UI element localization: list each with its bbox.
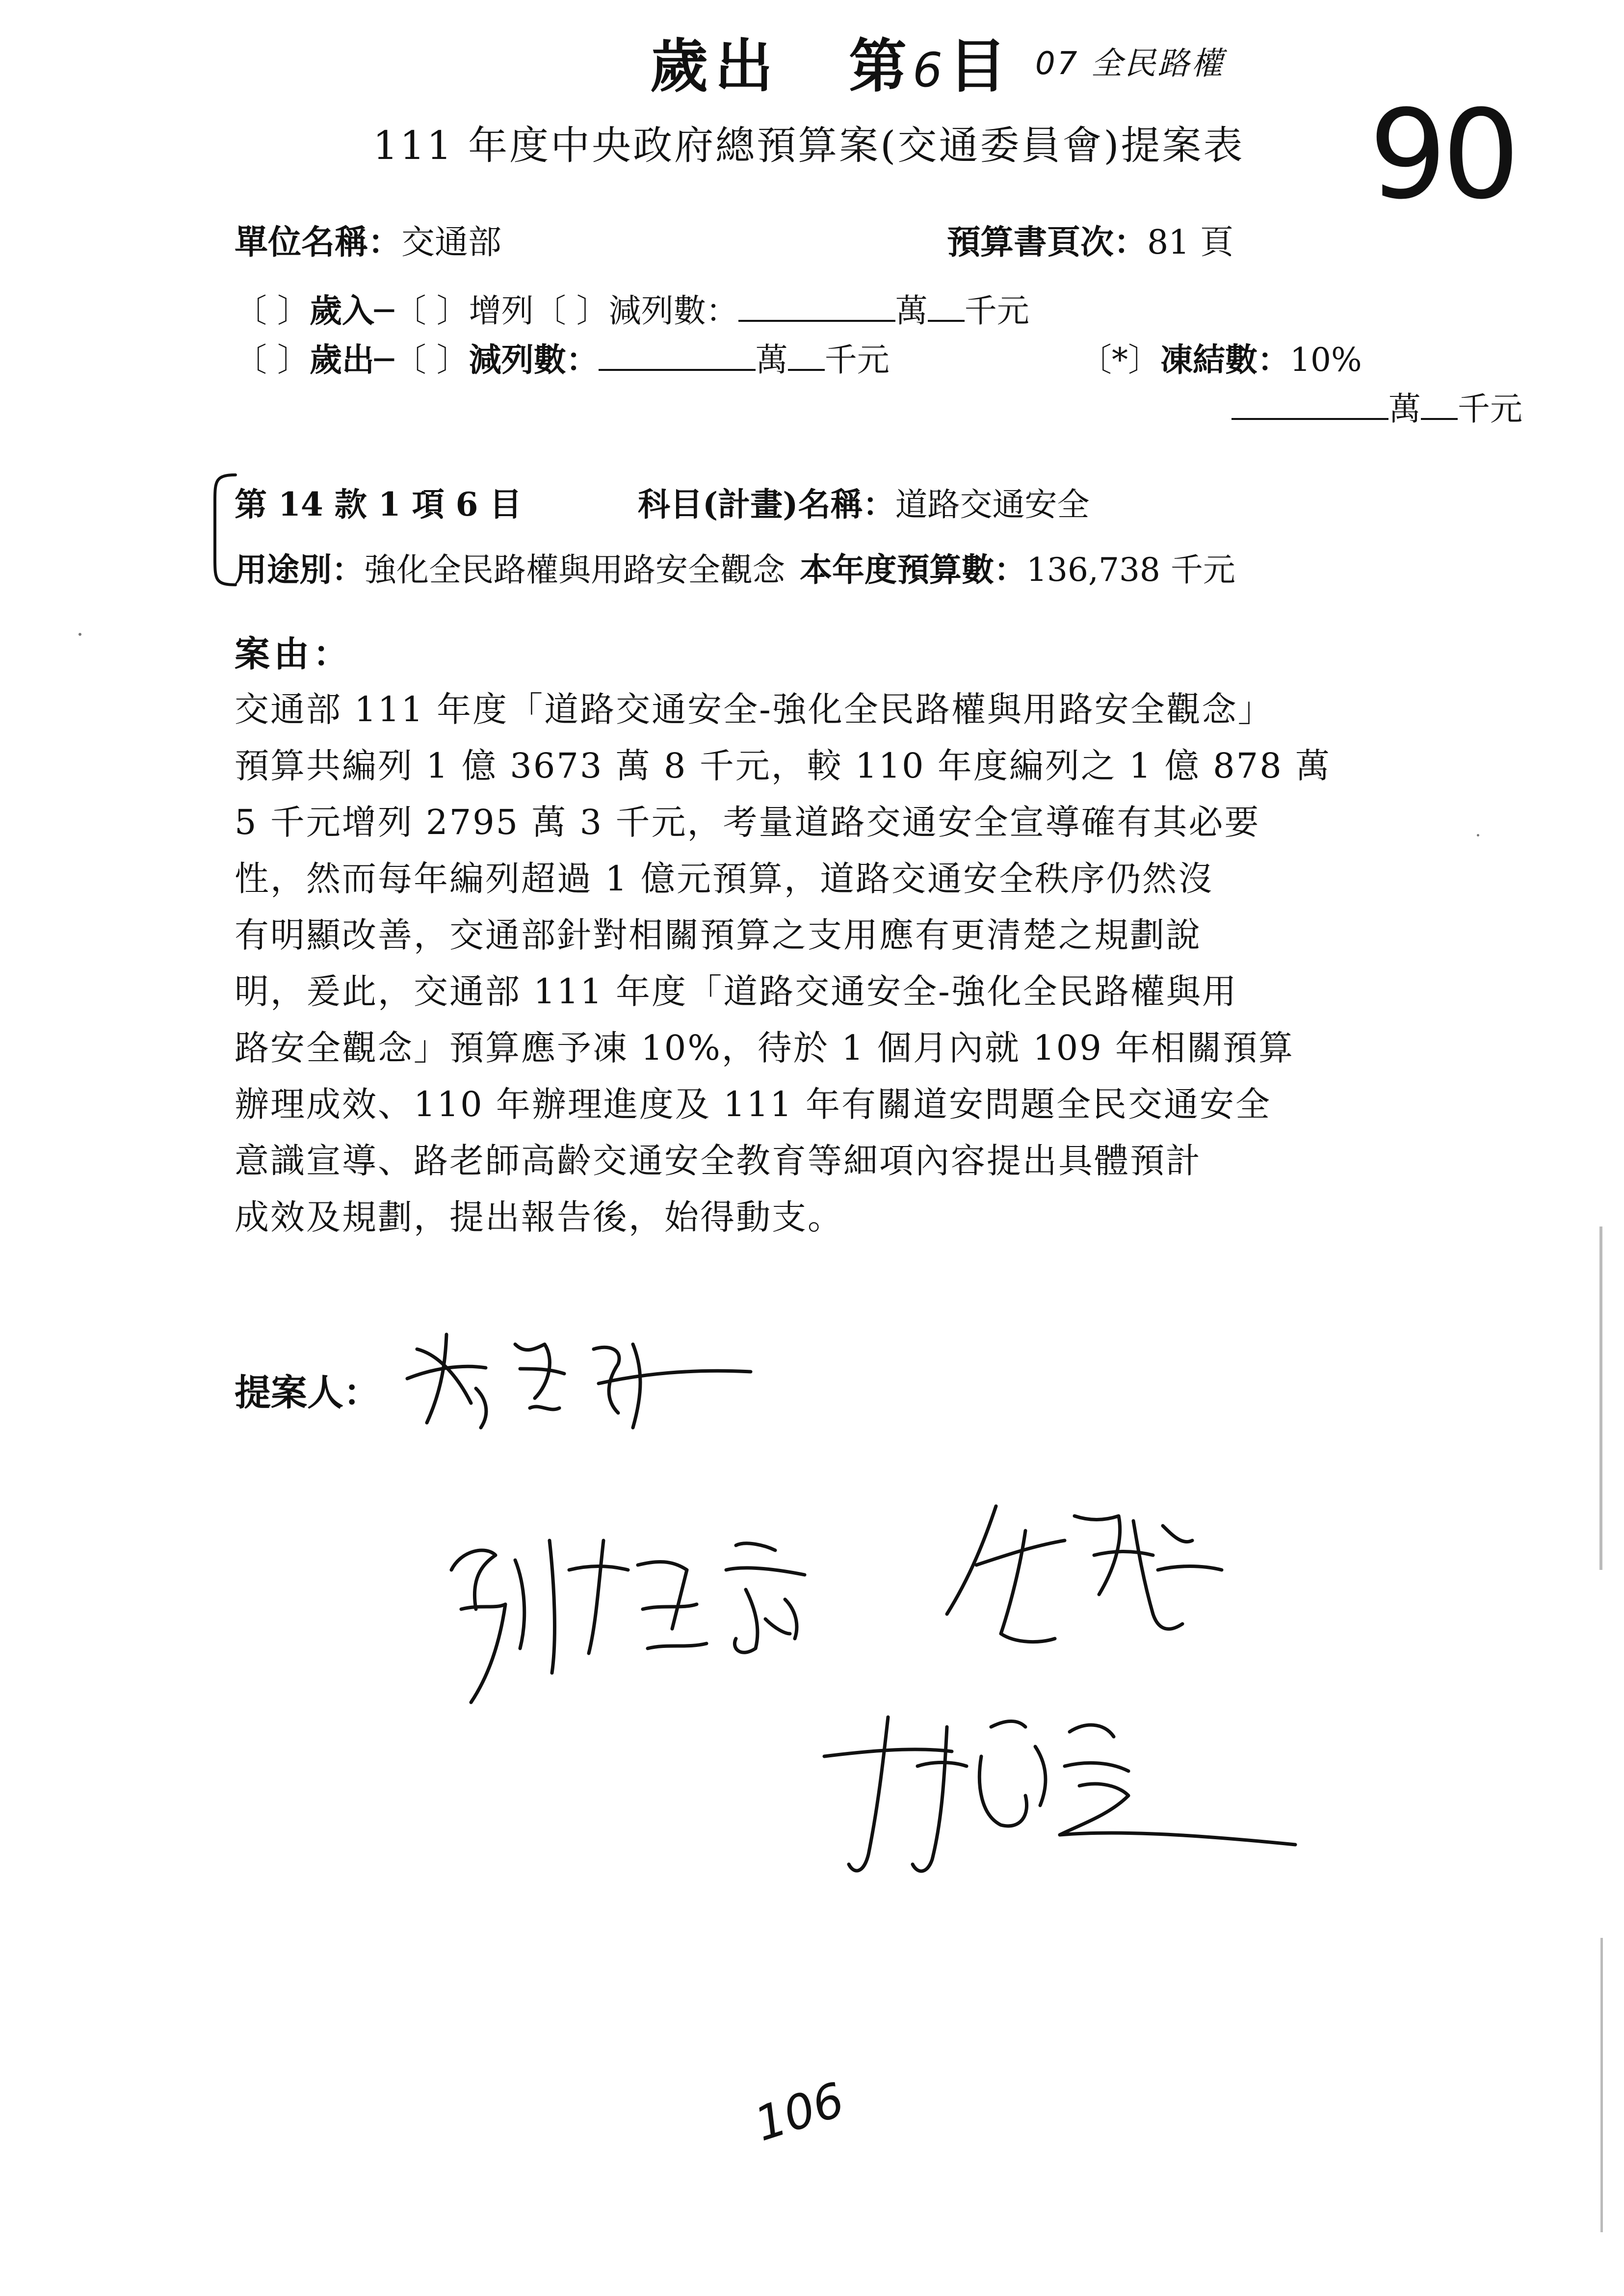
scan-artifact-line [1600, 1938, 1603, 2232]
unit-value: 交通部 [401, 223, 502, 262]
handwritten-code: 07 全民路權 [1035, 46, 1225, 82]
freeze-wan-unit: 萬 [1388, 390, 1421, 428]
scan-artifact-dot [79, 633, 81, 636]
freeze-value: 10% [1290, 341, 1362, 379]
reason-heading: 案由： [235, 633, 353, 675]
revenue-wan-blank[interactable] [738, 287, 895, 322]
budget-value: 136,738 千元 [1026, 551, 1235, 589]
freeze-amount-row [1231, 383, 1522, 429]
expense-label: 歲出─ [309, 340, 394, 379]
expense-qian-blank[interactable] [788, 337, 825, 371]
budget-label: 本年度預算數： [800, 550, 1026, 589]
revenue-qian-blank[interactable] [928, 287, 965, 322]
subject-name-label: 科目(計畫)名稱： [638, 485, 895, 523]
expense-row [235, 334, 890, 380]
freeze-box[interactable]: 〔*〕 [1079, 341, 1160, 379]
use-row [235, 544, 1235, 590]
proposer-signature-4 [805, 1688, 1305, 1894]
reason-line: 預算共編列 1 億 3673 萬 8 千元，較 110 年度編列之 1 億 878 萬 [235, 746, 1331, 786]
scan-artifact-dot [1477, 834, 1479, 836]
proposal-number: 90 [1369, 83, 1516, 226]
budget-page-value: 81 頁 [1147, 223, 1234, 262]
revenue-qian-unit: 千元 [964, 292, 1029, 330]
reason-line: 明，爰此，交通部 111 年度「道路交通安全-強化全民路權與用 [235, 971, 1238, 1012]
item-label [849, 20, 1006, 103]
use-value: 強化全民路權與用路安全觀念 [364, 551, 785, 589]
revenue-reduce-label: 減列數： [608, 292, 738, 330]
item-number: 6 [913, 43, 943, 98]
freeze-row [1079, 334, 1362, 380]
revenue-reduce-box[interactable]: 〔 〕 [533, 292, 609, 330]
revenue-wan-unit: 萬 [895, 292, 928, 330]
revenue-label: 歲入─ [309, 291, 394, 330]
item-prefix: 第 [849, 32, 907, 100]
proposer-label: 提案人： [235, 1372, 380, 1414]
reason-line: 有明顯改善，交通部針對相關預算之支用應有更清楚之規劃說 [235, 915, 1202, 955]
proposer-signature-3 [927, 1496, 1241, 1673]
expense-box[interactable]: 〔 〕 [235, 341, 310, 379]
use-label: 用途別： [235, 550, 364, 589]
subject-name-row [638, 478, 1089, 525]
expense-wan-unit: 萬 [755, 341, 788, 379]
category-label: 歲出 [650, 32, 780, 100]
freeze-qian-unit: 千元 [1458, 390, 1522, 428]
freeze-wan-blank[interactable] [1231, 386, 1388, 420]
subject-code: 第 14 款 1 項 6 目 [235, 485, 522, 523]
subject-name-value: 道路交通安全 [895, 486, 1090, 523]
reason-line: 5 千元增列 2795 萬 3 千元，考量道路交通安全宣導確有其必要 [235, 802, 1260, 842]
unit-row [235, 216, 501, 263]
expense-reduce-box[interactable]: 〔 〕 [393, 341, 469, 379]
freeze-qian-blank[interactable] [1421, 386, 1458, 420]
revenue-box[interactable]: 〔 〕 [235, 292, 310, 330]
unit-label: 單位名稱： [235, 223, 402, 262]
revenue-add-box[interactable]: 〔 〕 [393, 292, 469, 330]
revenue-add-label: 增列 [469, 292, 534, 330]
reason-line: 交通部 111 年度「道路交通安全-強化全民路權與用路安全觀念」 [235, 689, 1274, 730]
expense-reduce-label: 減列數： [469, 340, 599, 379]
budget-page-label: 預算書頁次： [947, 223, 1148, 262]
form-title: 111 年度中央政府總預算案(交通委員會)提案表 [373, 123, 1245, 168]
item-suffix: 目 [948, 32, 1007, 100]
subject-row [235, 478, 522, 525]
scan-artifact-line [1599, 1226, 1602, 1570]
reason-line: 路安全觀念」預算應予凍 10%，待於 1 個月內就 109 年相關預算 [235, 1028, 1294, 1068]
reason-line: 辦理成效、110 年辦理進度及 111 年有關道安問題全民交通安全 [235, 1084, 1271, 1124]
budget-page-row [947, 216, 1233, 263]
freeze-label: 凍結數： [1160, 340, 1290, 379]
revenue-row [235, 285, 1029, 331]
proposer-signature-2 [442, 1511, 893, 1717]
expense-wan-blank[interactable] [599, 337, 756, 371]
expense-qian-unit: 千元 [824, 341, 890, 379]
reason-line: 成效及規劃，提出報告後，始得動支。 [235, 1197, 843, 1237]
proposer-signature-1 [388, 1315, 760, 1442]
reason-line: 意識宣導、路老師高齡交通安全教育等細項內容提出具體預計 [235, 1141, 1202, 1181]
reason-line: 性，然而每年編列超過 1 億元預算，道路交通安全秩序仍然沒 [235, 859, 1214, 899]
handwritten-page-number: 106 [748, 2072, 851, 2152]
